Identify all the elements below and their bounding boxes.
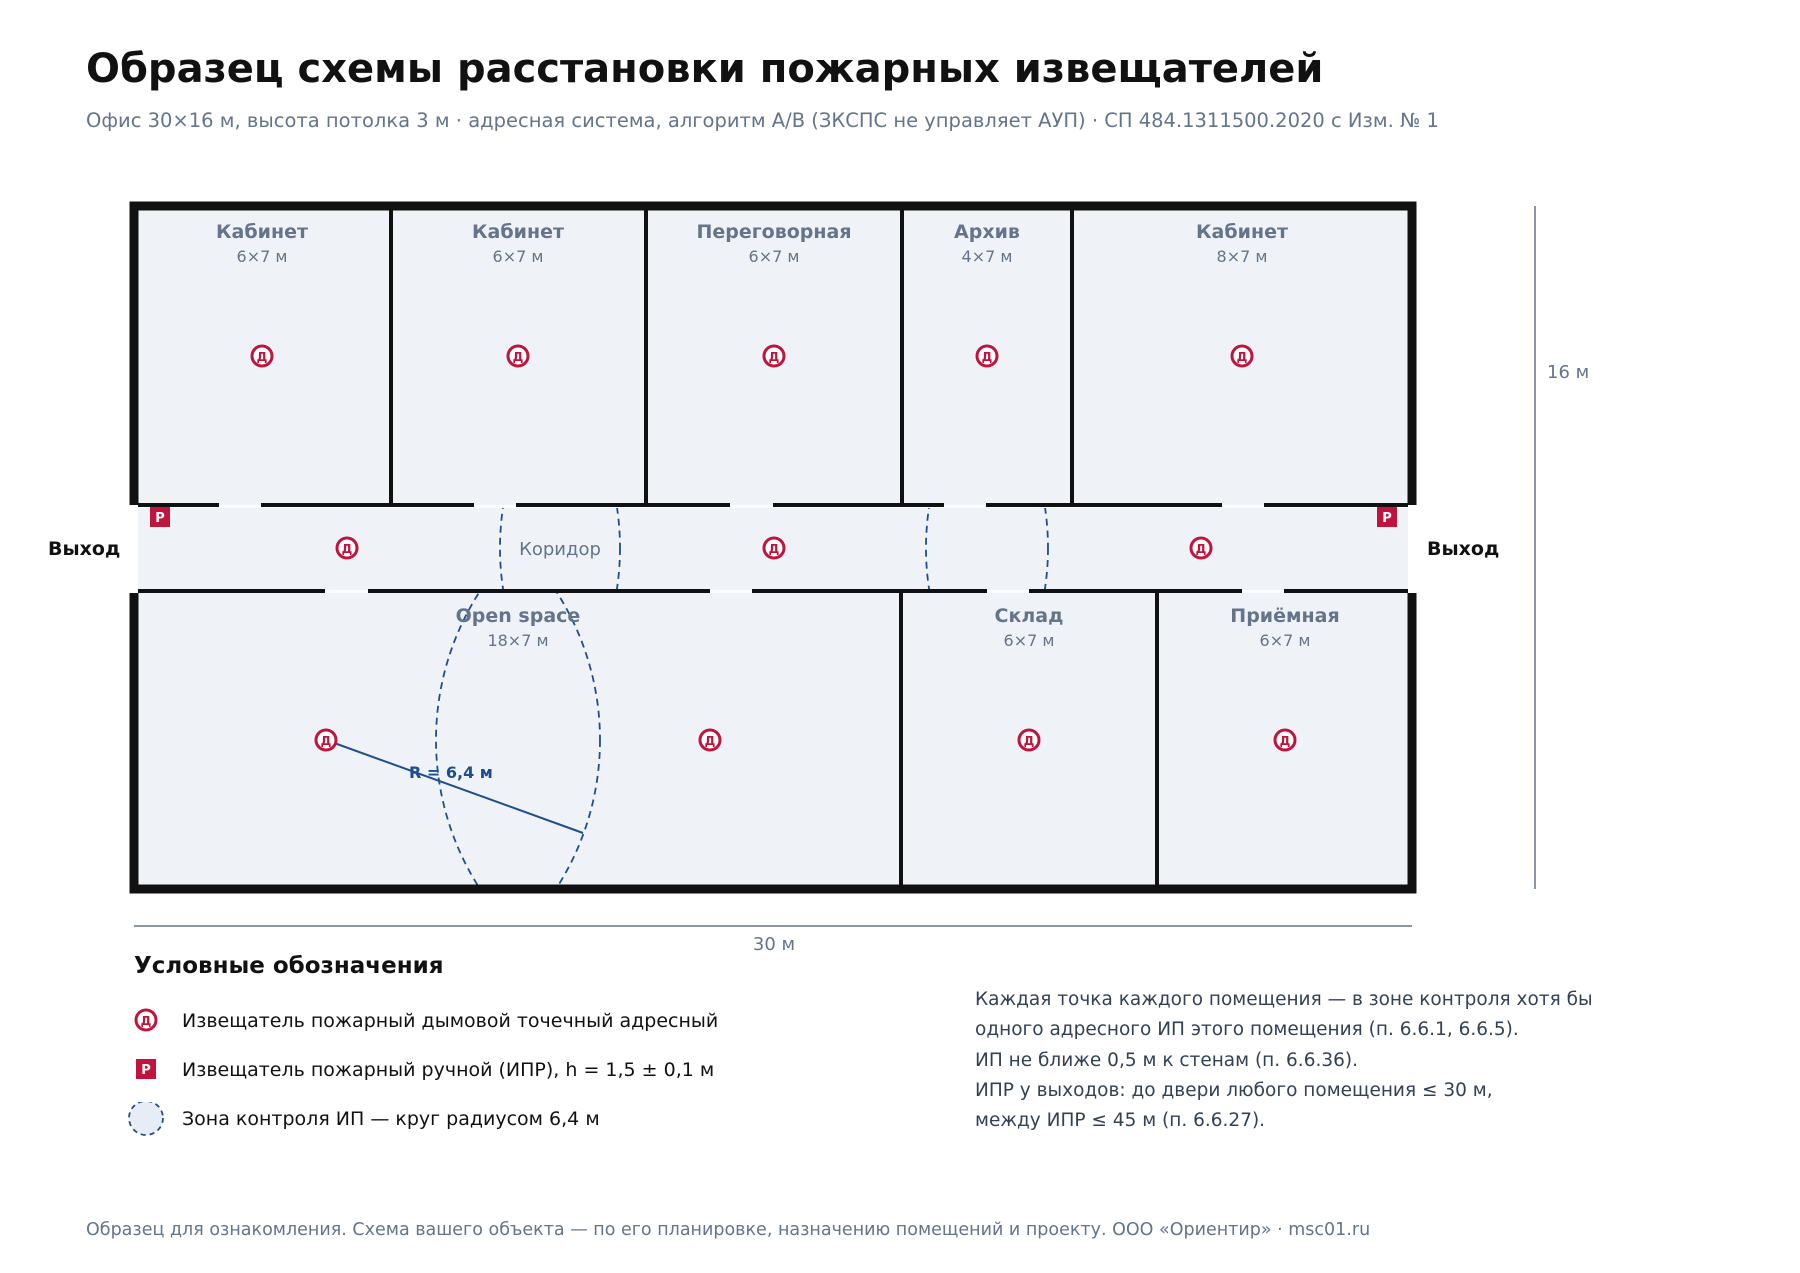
room-name: Приёмная <box>1230 605 1340 627</box>
svg-text:Д: Д <box>320 734 332 748</box>
room-name: Кабинет <box>472 221 564 243</box>
svg-text:Д: Д <box>981 350 993 364</box>
dimension-label-width: 30 м <box>752 934 796 955</box>
smoke-detector-icon <box>252 346 272 366</box>
legend-item-smoke-detector <box>126 1004 846 1038</box>
room-name: Open space <box>455 605 581 627</box>
legend-item-manual-call-point <box>126 1053 846 1087</box>
manual-call-point-letter: Р <box>141 1063 151 1078</box>
smoke-detector-icon <box>977 346 997 366</box>
room-size: 8×7 м <box>1216 247 1268 266</box>
svg-text:Д: Д <box>1279 734 1291 748</box>
exit-label-right: Выход <box>1427 538 1500 560</box>
manual-call-point-icon <box>150 507 170 527</box>
page-title: Образец схемы расстановки пожарных извещателей <box>86 46 1324 92</box>
svg-text:Д: Д <box>140 1014 152 1028</box>
smoke-detector-icon <box>1019 730 1039 750</box>
radius-label: R = 6,4 м <box>409 763 493 782</box>
notes <box>975 985 1593 1136</box>
smoke-detector-icon <box>764 538 784 558</box>
room-size: 18×7 м <box>487 631 549 650</box>
room-size: 6×7 м <box>492 247 544 266</box>
room-name: Переговорная <box>696 221 852 243</box>
footer: Образец для ознакомления. Схема вашего объекта — по его планировке, назначению помещений и проекту. ООО «Ориентир» · msc01.ru <box>86 1220 1371 1240</box>
room-name: Архив <box>954 221 1020 243</box>
control-zone-icon <box>126 1102 166 1136</box>
room-size: 6×7 м <box>1259 631 1311 650</box>
corridor-label: Коридор <box>519 539 601 560</box>
exit-label-left: Выход <box>48 538 121 560</box>
smoke-detector-icon <box>508 346 528 366</box>
room-size: 6×7 м <box>1003 631 1055 650</box>
note-line: одного адресного ИП этого помещения (п. 6.6.1, 6.6.5). <box>975 1019 1519 1041</box>
smoke-detector-icon <box>764 346 784 366</box>
smoke-detector-icon <box>1191 538 1211 558</box>
legend-item-control-zone <box>126 1102 846 1136</box>
legend-label: Извещатель пожарный ручной (ИПР), h = 1,5 ± 0,1 м <box>182 1059 715 1081</box>
manual-call-point-icon <box>126 1053 166 1087</box>
room-size: 4×7 м <box>961 247 1013 266</box>
dimension-label-height: 16 м <box>1547 362 1590 383</box>
smoke-detector-icon <box>126 1004 166 1038</box>
smoke-detector-icon <box>1232 346 1252 366</box>
legend-label: Зона контроля ИП — круг радиусом 6,4 м <box>182 1108 600 1130</box>
room-size: 6×7 м <box>236 247 288 266</box>
svg-text:Д: Д <box>512 350 524 364</box>
manual-call-point-icon <box>1377 507 1397 527</box>
legend-label: Извещатель пожарный дымовой точечный адресный <box>182 1010 719 1032</box>
manual-call-point-letter: Р <box>155 511 165 526</box>
smoke-detector-icon <box>700 730 720 750</box>
note-line: Каждая точка каждого помещения — в зоне контроля хотя бы <box>975 989 1593 1010</box>
svg-text:Д: Д <box>768 542 780 556</box>
svg-text:Д: Д <box>341 542 353 556</box>
smoke-detector-icon <box>337 538 357 558</box>
room-size: 6×7 м <box>748 247 800 266</box>
svg-text:Д: Д <box>768 350 780 364</box>
note-line: между ИПР ≤ 45 м (п. 6.6.27). <box>975 1110 1266 1132</box>
room-name: Склад <box>994 605 1064 627</box>
svg-text:Д: Д <box>256 350 268 364</box>
manual-call-point-letter: Р <box>1382 511 1392 526</box>
smoke-detector-icon <box>316 730 336 750</box>
svg-text:Д: Д <box>1236 350 1248 364</box>
legend-title: Условные обозначения <box>134 953 444 979</box>
svg-text:Д: Д <box>1195 542 1207 556</box>
note-line: ИП не ближе 0,5 м к стенам (п. 6.6.36). <box>975 1049 1358 1071</box>
note-line: ИПР у выходов: до двери любого помещения ≤ 30 м, <box>975 1079 1493 1101</box>
page-subtitle: Офис 30×16 м, высота потолка 3 м · адресная система, алгоритм А/В (ЗКСПС не управляет АУП) · СП 484.1311500.2020 с Изм. № 1 <box>86 109 1439 132</box>
room-name: Кабинет <box>1196 221 1288 243</box>
smoke-detector-icon <box>1275 730 1295 750</box>
room-name: Кабинет <box>216 221 308 243</box>
svg-text:Д: Д <box>1023 734 1035 748</box>
svg-text:Д: Д <box>704 734 716 748</box>
